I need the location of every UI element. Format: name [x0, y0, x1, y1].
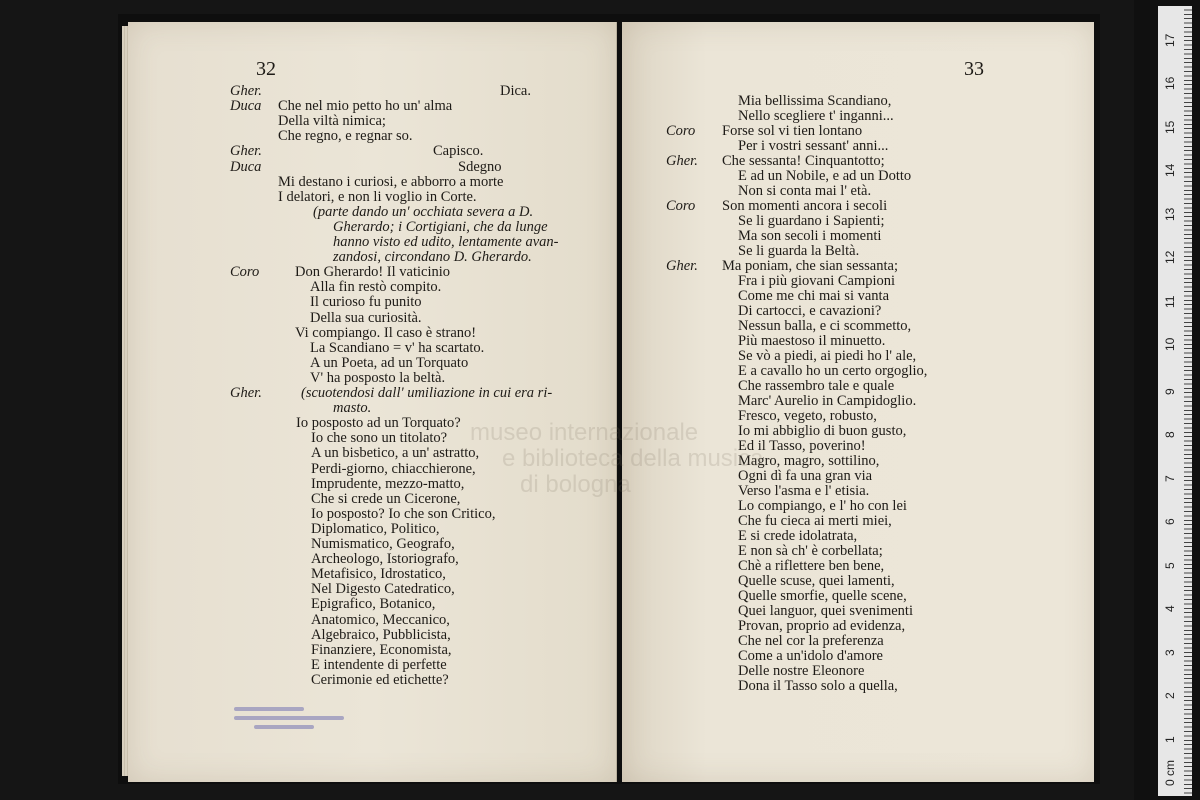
verse-line: Io posposto ad un Torquato?	[296, 415, 461, 432]
verse-line: Fra i più giovani Campioni	[738, 273, 896, 289]
verse-line: E non sà ch' è corbellata;	[738, 543, 883, 559]
verse-line: Dona il Tasso solo a quella,	[738, 678, 898, 694]
verse-line: Quei languor, quei svenimenti	[738, 603, 913, 619]
verse-line: Il curioso fu punito	[310, 294, 422, 311]
stage-direction: (parte dando un' occhiata severa a D.	[313, 203, 534, 220]
verse-line-continuation: Sdegno	[458, 158, 502, 175]
verse-line: Imprudente, mezzo-matto,	[311, 475, 465, 492]
ruler-tick-label: 15	[1163, 120, 1177, 134]
watermark	[470, 420, 763, 498]
verse-line: Che nel cor la preferenza	[738, 633, 884, 649]
verse-line: Nel Digesto Catedratico,	[311, 581, 455, 598]
verse-line: Numismatico, Geografo,	[311, 536, 455, 552]
speaker-label: Gher.	[230, 143, 262, 160]
verse-line: Delle nostre Eleonore	[738, 663, 865, 679]
verse-line: Come me chi mai si vanta	[738, 288, 890, 304]
verse-line: Perdi-giorno, chiacchierone,	[311, 460, 476, 477]
verse-line: A un bisbetico, a un' astratto,	[311, 445, 480, 462]
verse-line: Fresco, vegeto, robusto,	[738, 408, 877, 424]
verse-line: Marc' Aurelio in Campidoglio.	[738, 393, 917, 409]
ruler-tick-label: 11	[1163, 295, 1177, 308]
ruler-tick-label: 16	[1163, 76, 1177, 90]
speaker-label: Coro	[666, 123, 696, 139]
speaker-label: Coro	[230, 264, 260, 281]
verse-line: Della viltà nimica;	[278, 113, 386, 130]
stage-direction: (scuotendosi dall' umiliazione in cui era ri-	[301, 385, 553, 401]
verse-line: Algebraico, Pubblicista,	[311, 626, 451, 643]
verse-line: V' ha posposto la beltà.	[310, 369, 446, 386]
ruler-tick-label: 17	[1163, 33, 1177, 47]
ruler-tick-label: 14	[1163, 163, 1177, 177]
verse-line: Finanziere, Economista,	[311, 641, 452, 658]
verse-line: Quelle smorfie, quelle scene,	[738, 588, 907, 604]
verse-line: Metafisico, Idrostatico,	[311, 566, 446, 583]
ruler-tick-label: 2	[1163, 692, 1177, 699]
stage-direction: masto.	[333, 400, 372, 417]
verse-line: Ma son secoli i momenti	[738, 228, 882, 244]
ruler-tick-label: 6	[1163, 518, 1177, 525]
verse-line: Diplomatico, Politico,	[311, 520, 440, 537]
ruler-tick-label: 9	[1163, 387, 1177, 395]
verse-line: Chè a riflettere ben bene,	[738, 558, 885, 574]
stage-direction: hanno visto ed udito, lentamente avan-	[333, 234, 559, 250]
verse-line: Come a un'idolo d'amore	[738, 648, 883, 664]
verse-line: Archeologo, Istoriografo,	[311, 551, 459, 568]
verse-line: Forse sol vi tien lontano	[722, 123, 863, 139]
verse-line: E intendente di perfette	[311, 656, 447, 673]
speaker-label: Coro	[666, 198, 696, 214]
speaker-label: Gher.	[230, 385, 262, 401]
stage-direction: Gherardo; i Cortigiani, che da lunge	[333, 218, 548, 235]
verse-line: Nessun balla, e ci scommetto,	[738, 318, 912, 334]
verse-line: Provan, proprio ad evidenza,	[738, 618, 906, 634]
ruler-tick-label: 1	[1163, 735, 1177, 743]
verse-line: Per i vostri sessant' anni...	[738, 138, 889, 154]
speaker-label: Gher.	[230, 83, 262, 99]
verse-line: Che si crede un Cicerone,	[311, 490, 461, 507]
verse-line: E si crede idolatrata,	[738, 528, 858, 544]
verse-line: Che nel mio petto ho un' alma	[278, 98, 453, 115]
verse-line: Son momenti ancora i secoli	[722, 198, 888, 214]
verse-line: Di cartocci, e cavazioni?	[738, 303, 882, 319]
watermark-line-2: e biblioteca della musica	[502, 445, 764, 472]
verse-line: Quelle scuse, quei lamenti,	[738, 573, 895, 589]
verse-line: Ed il Tasso, poverino!	[738, 438, 866, 454]
verse-line: Don Gherardo! Il vaticinio	[295, 264, 451, 281]
ruler-tick-label: 0 cm	[1163, 759, 1177, 786]
ruler-tick-label: 7	[1163, 474, 1177, 482]
verse-line: Io mi abbiglio di buon gusto,	[738, 423, 907, 439]
verse-line: Mi destano i curiosi, e abborro a morte	[278, 173, 504, 190]
speaker-label: Gher.	[666, 153, 698, 169]
watermark-line-3: di bologna	[520, 471, 631, 498]
speaker-label: Duca	[230, 98, 262, 115]
stage-direction: zandosi, circondano D. Gherardo.	[333, 249, 532, 266]
right-page	[622, 22, 1094, 782]
verse-line: A un Poeta, ad un Torquato	[310, 354, 469, 371]
speaker-label: Duca	[230, 158, 262, 175]
ruler-tick-label: 10	[1163, 337, 1177, 351]
ruler-tick-label: 12	[1163, 250, 1177, 264]
verse-line: Vi compiango. Il caso è strano!	[295, 324, 477, 341]
verse-line: E a cavallo ho un certo orgoglio,	[738, 363, 928, 379]
verse-line: Magro, magro, sottilino,	[738, 453, 880, 469]
ruler-tick-label: 8	[1163, 431, 1177, 438]
verse-line: Mia bellissima Scandiano,	[738, 93, 892, 109]
right-page-number: 33	[964, 58, 984, 80]
speaker-label: Gher.	[666, 258, 698, 274]
verse-line: Che rassembro tale e quale	[738, 378, 895, 394]
verse-line: Cerimonie ed etichette?	[311, 671, 449, 688]
verse-line: Non si conta mai l' età.	[738, 183, 872, 199]
verse-line: I delatori, e non li voglio in Corte.	[278, 188, 477, 205]
verse-line: Alla fin restò compito.	[310, 279, 442, 296]
verse-line: Epigrafico, Botanico,	[311, 596, 436, 613]
ruler-tick-label: 5	[1163, 561, 1177, 569]
verse-line: Ogni dì fa una gran via	[738, 468, 873, 484]
verse-line: Anatomico, Meccanico,	[311, 611, 450, 628]
verse-line: Lo compiango, e l' ho con lei	[738, 498, 907, 514]
verse-line: Io posposto? Io che son Critico,	[311, 505, 496, 522]
verse-line: Io che sono un titolato?	[311, 430, 448, 447]
watermark-line-1: museo internazionale	[470, 419, 699, 446]
verse-line: Che sessanta! Cinquantotto;	[722, 153, 885, 169]
ruler-tick-label: 4	[1163, 605, 1177, 612]
verse-line-continuation: Dica.	[500, 83, 531, 99]
verse-line: Se vò a piedi, ai piedi ho l' ale,	[738, 348, 917, 364]
verse-line: E ad un Nobile, e ad un Dotto	[738, 168, 912, 184]
left-page	[128, 22, 617, 782]
verse-line: Nello scegliere t' inganni...	[738, 108, 894, 124]
verse-line: Della sua curiosità.	[310, 309, 422, 326]
verse-line: Verso l'asma e l' etisia.	[738, 483, 870, 499]
verse-line: Ma poniam, che sian sessanta;	[722, 258, 898, 274]
left-page-number: 32	[256, 58, 276, 80]
verse-line: Che fu cieca ai merti miei,	[738, 513, 892, 529]
verse-line: La Scandiano = v' ha scartato.	[310, 339, 485, 356]
verse-line: Che regno, e regnar so.	[278, 128, 413, 145]
verse-line: Più maestoso il minuetto.	[738, 333, 886, 349]
verse-line: Se li guarda la Beltà.	[738, 243, 860, 259]
ruler-tick-label: 13	[1163, 207, 1177, 221]
verse-line-continuation: Capisco.	[433, 143, 484, 160]
ruler-tick-label: 3	[1163, 648, 1177, 656]
library-stamp	[234, 702, 354, 750]
verse-line: Se li guardano i Sapienti;	[738, 213, 885, 229]
